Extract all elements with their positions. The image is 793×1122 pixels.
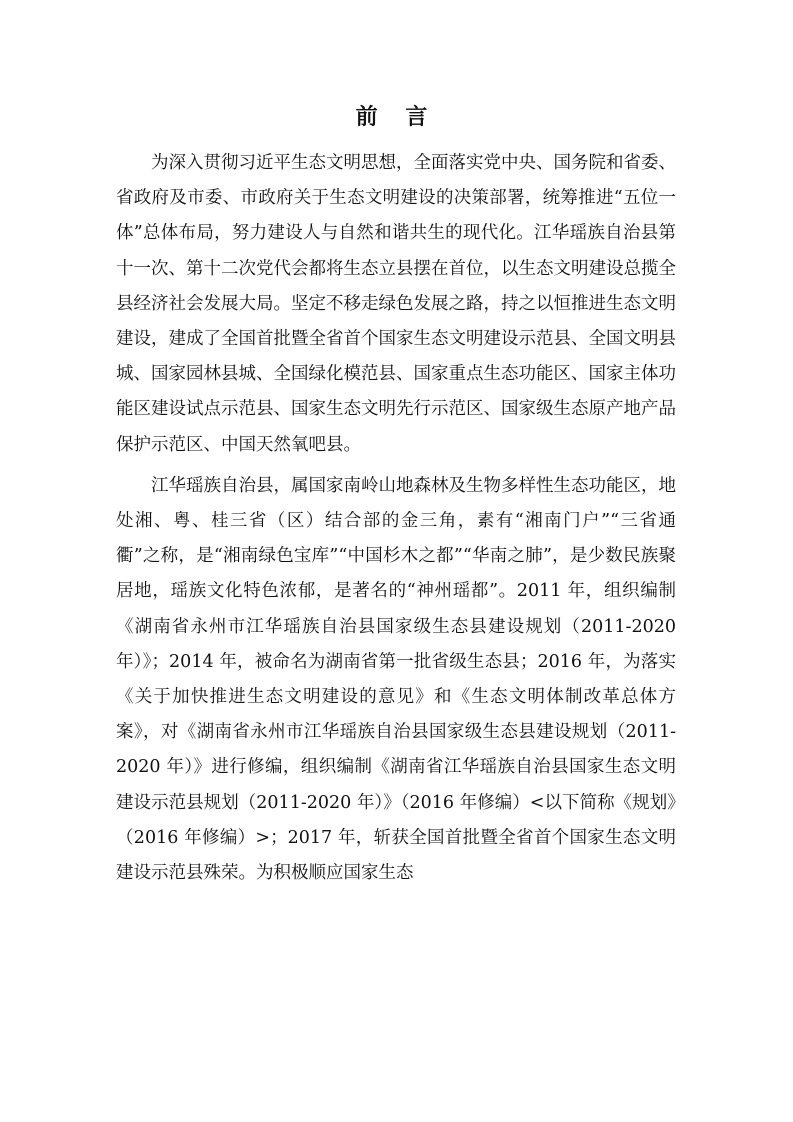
paragraph-1: 为深入贯彻习近平生态文明思想，全面落实党中央、国务院和省委、省政府及市委、市政府关于生态文明建设的决策部署，统筹推进“五位一体”总体布局，努力建设人与自然和谐共生的现代化。江华瑶族自治县第十一次、第十二次党代会都将生态立县摆在首位，以生态文明建设总揽全县经济社会发展大局。坚定不移走绿色发展之路，持之以恒推进生态文明建设，建成了全国首批暨全省首个国家生态文明建设示范县、全国文明县城、国家园林县城、全国绿化模范县、国家重点生态功能区、国家主体功能区建设试点示范县、国家生态文明先行示范区、国家级生态原产地产品保护示范区、中国天然氧吧县。 bbox=[116, 153, 676, 455]
paragraph-2: 江华瑶族自治县，属国家南岭山地森林及生物多样性生态功能区，地处湘、粤、桂三省（区）结合部的金三角，素有“湘南门户”“三省通衢”之称，是“湘南绿色宝库”“中国杉木之都”“华南之肺”，是少数民族聚居地，瑶族文化特色浓郁，是著名的“神州瑶都”。2011 年，组织编制《湖南省永州市江华瑶族自治县国家级生态县建设规划（2011-2020 年）》；2014 年，被命名为湖南省第一批省级生态县；2016 年，为落实《关于加快推进生态文明建设的意见》和《生态文明体制改革总体方案》，对《湖南省永州市江华瑶族自治县国家级生态县建设规划（2011-2020 年）》进行修编，组织编制《湖南省江华瑶族自治县国家生态文明建设示范县规划（2011-2020 年）》（2016 年修编）<以下简称《规划》（2016 年修编）>；2017 年，斩获全国首批暨全省首个国家生态文明建设示范县殊荣。为积极顺应国家生态 bbox=[116, 475, 676, 884]
page-title: 前 言 bbox=[355, 104, 438, 130]
document-body bbox=[116, 146, 676, 891]
